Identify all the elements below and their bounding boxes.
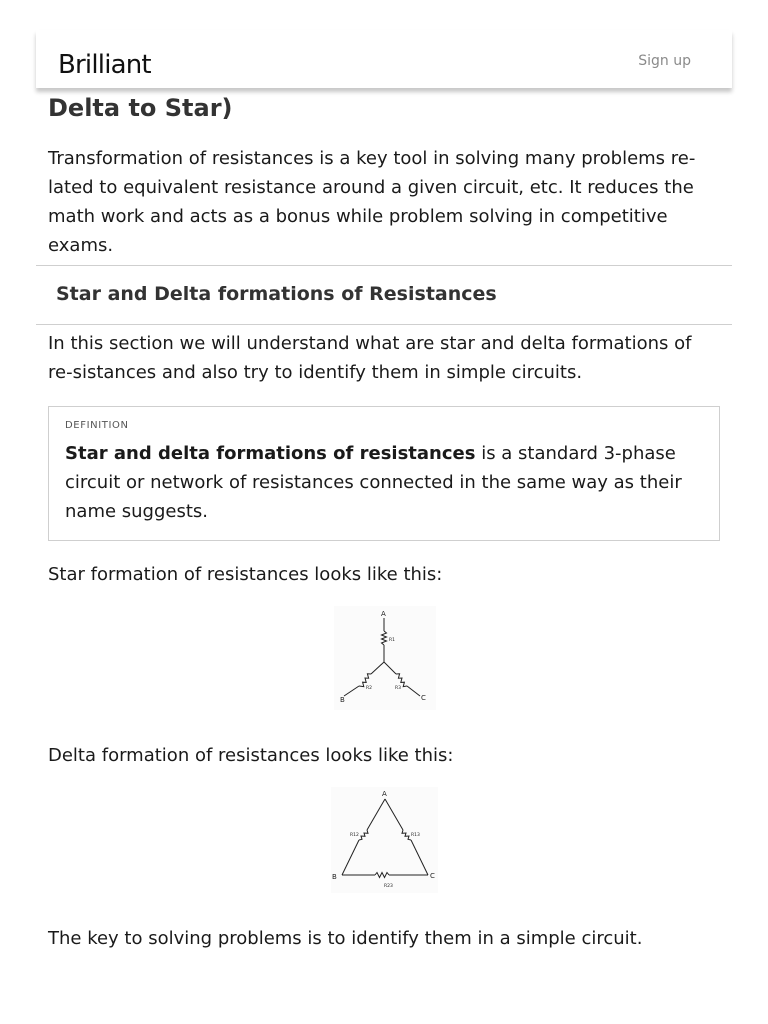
delta-r12-label: R12	[350, 833, 359, 838]
star-formation-diagram	[334, 606, 436, 710]
delta-node-c-label: C	[430, 872, 435, 880]
section-divider-bottom	[36, 324, 732, 325]
star-node-c-label: C	[421, 694, 426, 702]
star-r1-label: R1	[389, 638, 395, 643]
section-heading: Star and Delta formations of Resistances	[56, 283, 497, 305]
site-header	[36, 30, 732, 88]
delta-caption: Delta formation of resistances looks like this:	[48, 745, 454, 766]
delta-r13-label: R13	[411, 833, 420, 838]
brilliant-logo[interactable]: Brilliant	[58, 50, 151, 80]
star-caption: Star formation of resistances looks like this:	[48, 564, 443, 585]
delta-r23-label: R23	[384, 884, 393, 889]
star-node-a-label: A	[381, 610, 386, 618]
page-title: Delta to Star)	[48, 94, 233, 122]
intro-paragraph: Transformation of resistances is a key tool in solving many problems re-lated to equivalent resistance around a given circuit, etc. It reduces the math work and acts as a bonus while problem solving in competitive exams.	[48, 148, 696, 256]
sign-up-link[interactable]: Sign up	[638, 53, 691, 69]
section-intro-paragraph: In this section we will understand what are star and delta formations of re-sistances and also try to identify them in simple circuits.	[48, 333, 692, 383]
section-divider-top	[36, 265, 732, 266]
star-r3-label: R3	[395, 686, 401, 691]
delta-node-a-label: A	[382, 790, 387, 798]
definition-label: DEFINITION	[65, 420, 129, 431]
delta-node-b-label: B	[332, 873, 337, 881]
definition-text	[65, 439, 705, 526]
closing-paragraph: The key to solving problems is to identify them in a simple circuit.	[48, 928, 643, 949]
star-node-b-label: B	[340, 696, 345, 704]
definition-box	[48, 406, 720, 541]
delta-formation-diagram	[331, 787, 438, 893]
definition-term: Star and delta formations of resistances	[65, 443, 476, 464]
star-r2-label: R2	[366, 686, 372, 691]
definition-body: is a standard 3-phase circuit or network of resistances connected in the same way as their name suggests.	[65, 443, 682, 522]
